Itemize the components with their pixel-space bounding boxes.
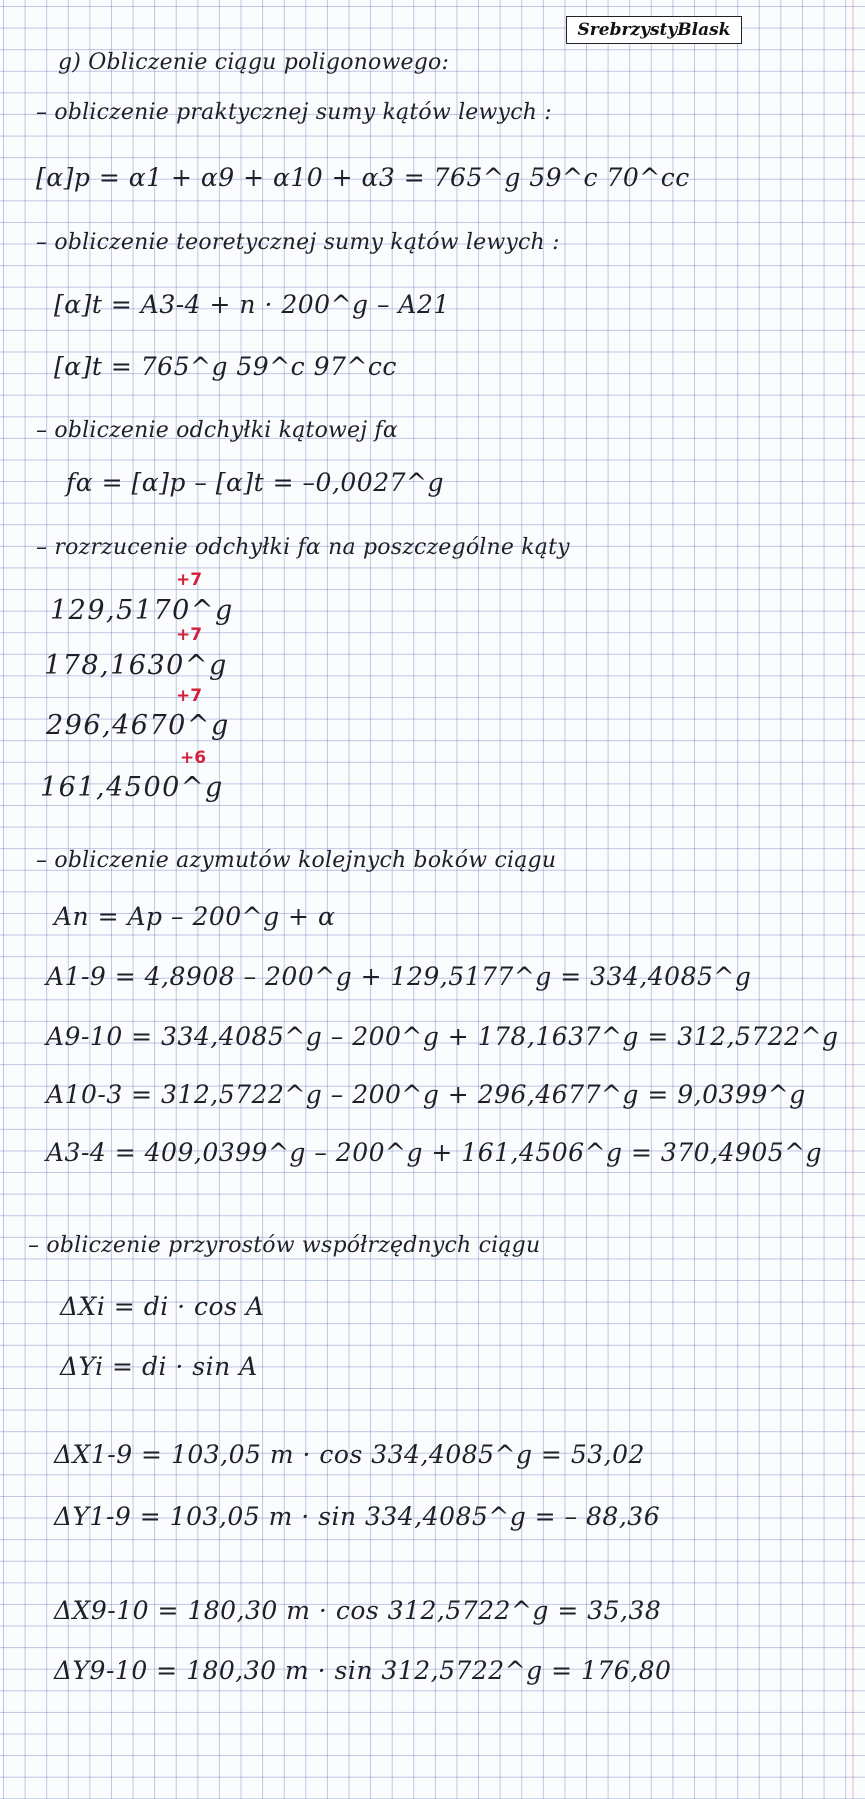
corrected-angle: 178,1630^g — [44, 650, 228, 681]
step-azimuths: – obliczenie azymutów kolejnych boków ciągu — [36, 848, 557, 873]
increment-calc: ΔX1-9 = 103,05 m · cos 334,4085^g = 53,02 — [54, 1440, 645, 1469]
corrected-angle: 296,4670^g — [46, 710, 230, 741]
corrected-angle: 129,5170^g — [50, 595, 234, 626]
formula-theoretical-sum: [α]t = A3-4 + n · 200^g – A21 — [54, 290, 450, 319]
formula-delta-y: ΔYi = di · sin A — [60, 1352, 258, 1381]
correction-mark: +7 — [176, 625, 203, 645]
correction-mark: +7 — [176, 686, 203, 706]
correction-mark: +7 — [176, 570, 203, 590]
step-theoretical-sum: – obliczenie teoretycznej sumy kątów lewych : — [36, 230, 560, 255]
step-coordinate-increments: – obliczenie przyrostów współrzędnych ciągu — [28, 1233, 541, 1258]
watermark-stamp: SrebrzystyBlask — [566, 16, 742, 44]
correction-mark: +6 — [180, 748, 207, 768]
azimuth-calc: A3-4 = 409,0399^g – 200^g + 161,4506^g = 370,4905^g — [46, 1138, 823, 1167]
increment-calc: ΔY1-9 = 103,05 m · sin 334,4085^g = – 88,36 — [54, 1502, 661, 1531]
step-distribute-misclosure: – rozrzucenie odchyłki fα na poszczególne kąty — [36, 535, 570, 560]
formula-delta-x: ΔXi = di · cos A — [60, 1292, 265, 1321]
section-heading: g) Obliczenie ciągu poligonowego: — [58, 50, 450, 75]
step-angular-misclosure: – obliczenie odchyłki kątowej fα — [36, 418, 398, 443]
margin-line — [852, 0, 854, 1799]
azimuth-calc: A9-10 = 334,4085^g – 200^g + 178,1637^g = 312,5722^g — [46, 1022, 839, 1051]
formula-practical-sum: [α]p = α1 + α9 + α10 + α3 = 765^g 59^c 70^cc — [36, 163, 690, 192]
increment-calc: ΔY9-10 = 180,30 m · sin 312,5722^g = 176,80 — [54, 1656, 672, 1685]
increment-calc: ΔX9-10 = 180,30 m · cos 312,5722^g = 35,38 — [54, 1596, 662, 1625]
step-practical-sum: – obliczenie praktycznej sumy kątów lewych : — [36, 100, 552, 125]
formula-azimuth: An = Ap – 200^g + α — [54, 902, 336, 931]
formula-angular-misclosure: fα = [α]p – [α]t = –0,0027^g — [66, 468, 444, 497]
azimuth-calc: A1-9 = 4,8908 – 200^g + 129,5177^g = 334,4085^g — [46, 962, 752, 991]
azimuth-calc: A10-3 = 312,5722^g – 200^g + 296,4677^g = 9,0399^g — [46, 1080, 806, 1109]
corrected-angle: 161,4500^g — [40, 772, 224, 803]
value-theoretical-sum: [α]t = 765^g 59^c 97^cc — [54, 352, 397, 381]
